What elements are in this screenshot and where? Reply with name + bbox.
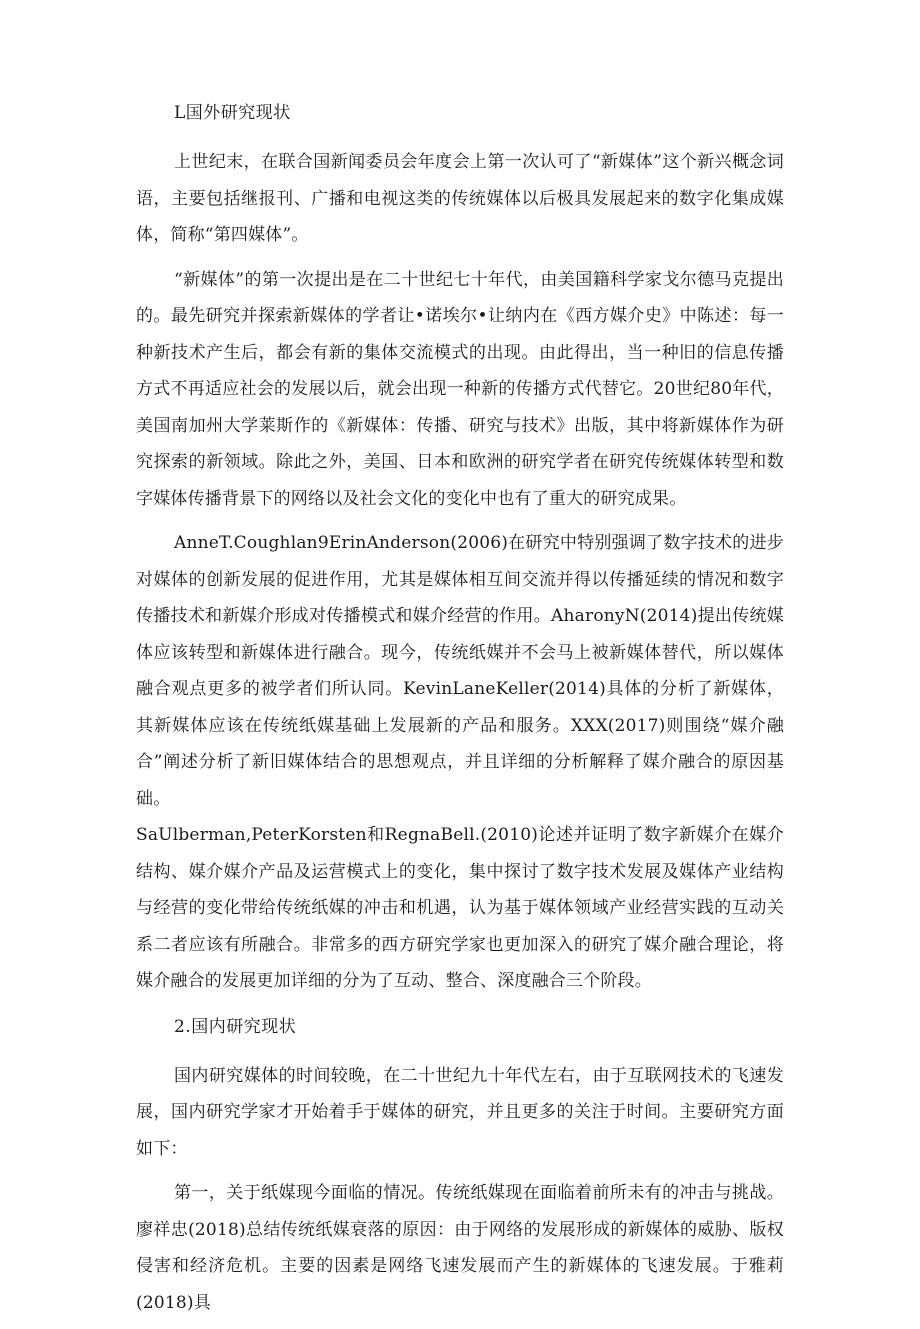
paragraph-foreign-4: SaUlberman,PeterKorsten和RegnaBell.(2010)论述并证明了数字新媒介在媒介结构、媒介媒介产品及运营模式上的变化，集中探讨了数字技术发展及媒体产业结构与经营的变化带给传统纸媒的冲击和机遇，认为基于媒体领域产业经营实践的互动关系二者应该有所融合。非常多的西方研究学家也更加深入的研究了媒介融合理论，将媒介融合的发展更加详细的分为了互动、整合、深度融合三个阶段。 [136,825,784,991]
paragraph-domestic-1: 国内研究媒体的时间较晚，在二十世纪九十年代左右，由于互联网技术的飞速发展，国内研究学家才开始着手于媒体的研究，并且更多的关注于时间。主要研究方面如下： [136,1065,784,1159]
paragraph-domestic-2: 第一，关于纸媒现今面临的情况。传统纸媒现在面临着前所未有的冲击与挑战。廖祥忠(2018)总结传统纸媒衰落的原因：由于网络的发展形成的新媒体的威胁、版权侵害和经济危机。主要的因素是网络飞速发展而产生的新媒体的飞速发展。于雅莉(2018)具 [136,1183,784,1313]
section-heading-foreign: L国外研究现状 [174,103,291,123]
document-body [136,94,784,1329]
paragraph-foreign-1: 上世纪末，在联合国新闻委员会年度会上第一次认可了“新媒体”这个新兴概念词语，主要包括继报刊、广播和电视这类的传统媒体以后极具发展起来的数字化集成媒体，简称“第四媒体”。 [136,152,784,245]
paragraph-foreign-3: AnneT.Coughlan9ErinAnderson(2006)在研究中特别强调了数字技术的进步对媒体的创新发展的促进作用，尤其是媒体相互间交流并得以传播延续的情况和数字传播技术和新媒介形成对传播模式和媒介经营的作用。AharonyN(2014)提出传统媒体应该转型和新媒体进行融合。现今，传统纸媒并不会马上被新媒体替代，所以媒体融合观点更多的被学者们所认同。KevinLaneKeller(2014)具体的分析了新媒体，其新媒体应该在传统纸媒基础上发展新的产品和服务。XXX(2017)则围绕“媒介融合”阐述分析了新旧媒体结合的思想观点，并且详细的分析解释了媒介融合的原因基础。 [136,533,784,809]
paragraph-foreign-2: “新媒体”的第一次提出是在二十世纪七十年代，由美国籍科学家戈尔德马克提出的。最先研究并探索新媒体的学者让•诺埃尔•让纳内在《西方媒介史》中陈述：每一种新技术产生后，都会有新的集体交流模式的出现。由此得出，当一种旧的信息传播方式不再适应社会的发展以后，就会出现一种新的传播方式代替它。20世纪80年代，美国南加州大学莱斯作的《新媒体：传播、研究与技术》出版，其中将新媒体作为研究探索的新领域。除此之外，美国、日本和欧洲的研究学者在研究传统媒体转型和数字媒体传播背景下的网络以及社会文化的变化中也有了重大的研究成果。 [136,269,784,509]
section-heading-domestic: 2.国内研究现状 [174,1016,297,1037]
